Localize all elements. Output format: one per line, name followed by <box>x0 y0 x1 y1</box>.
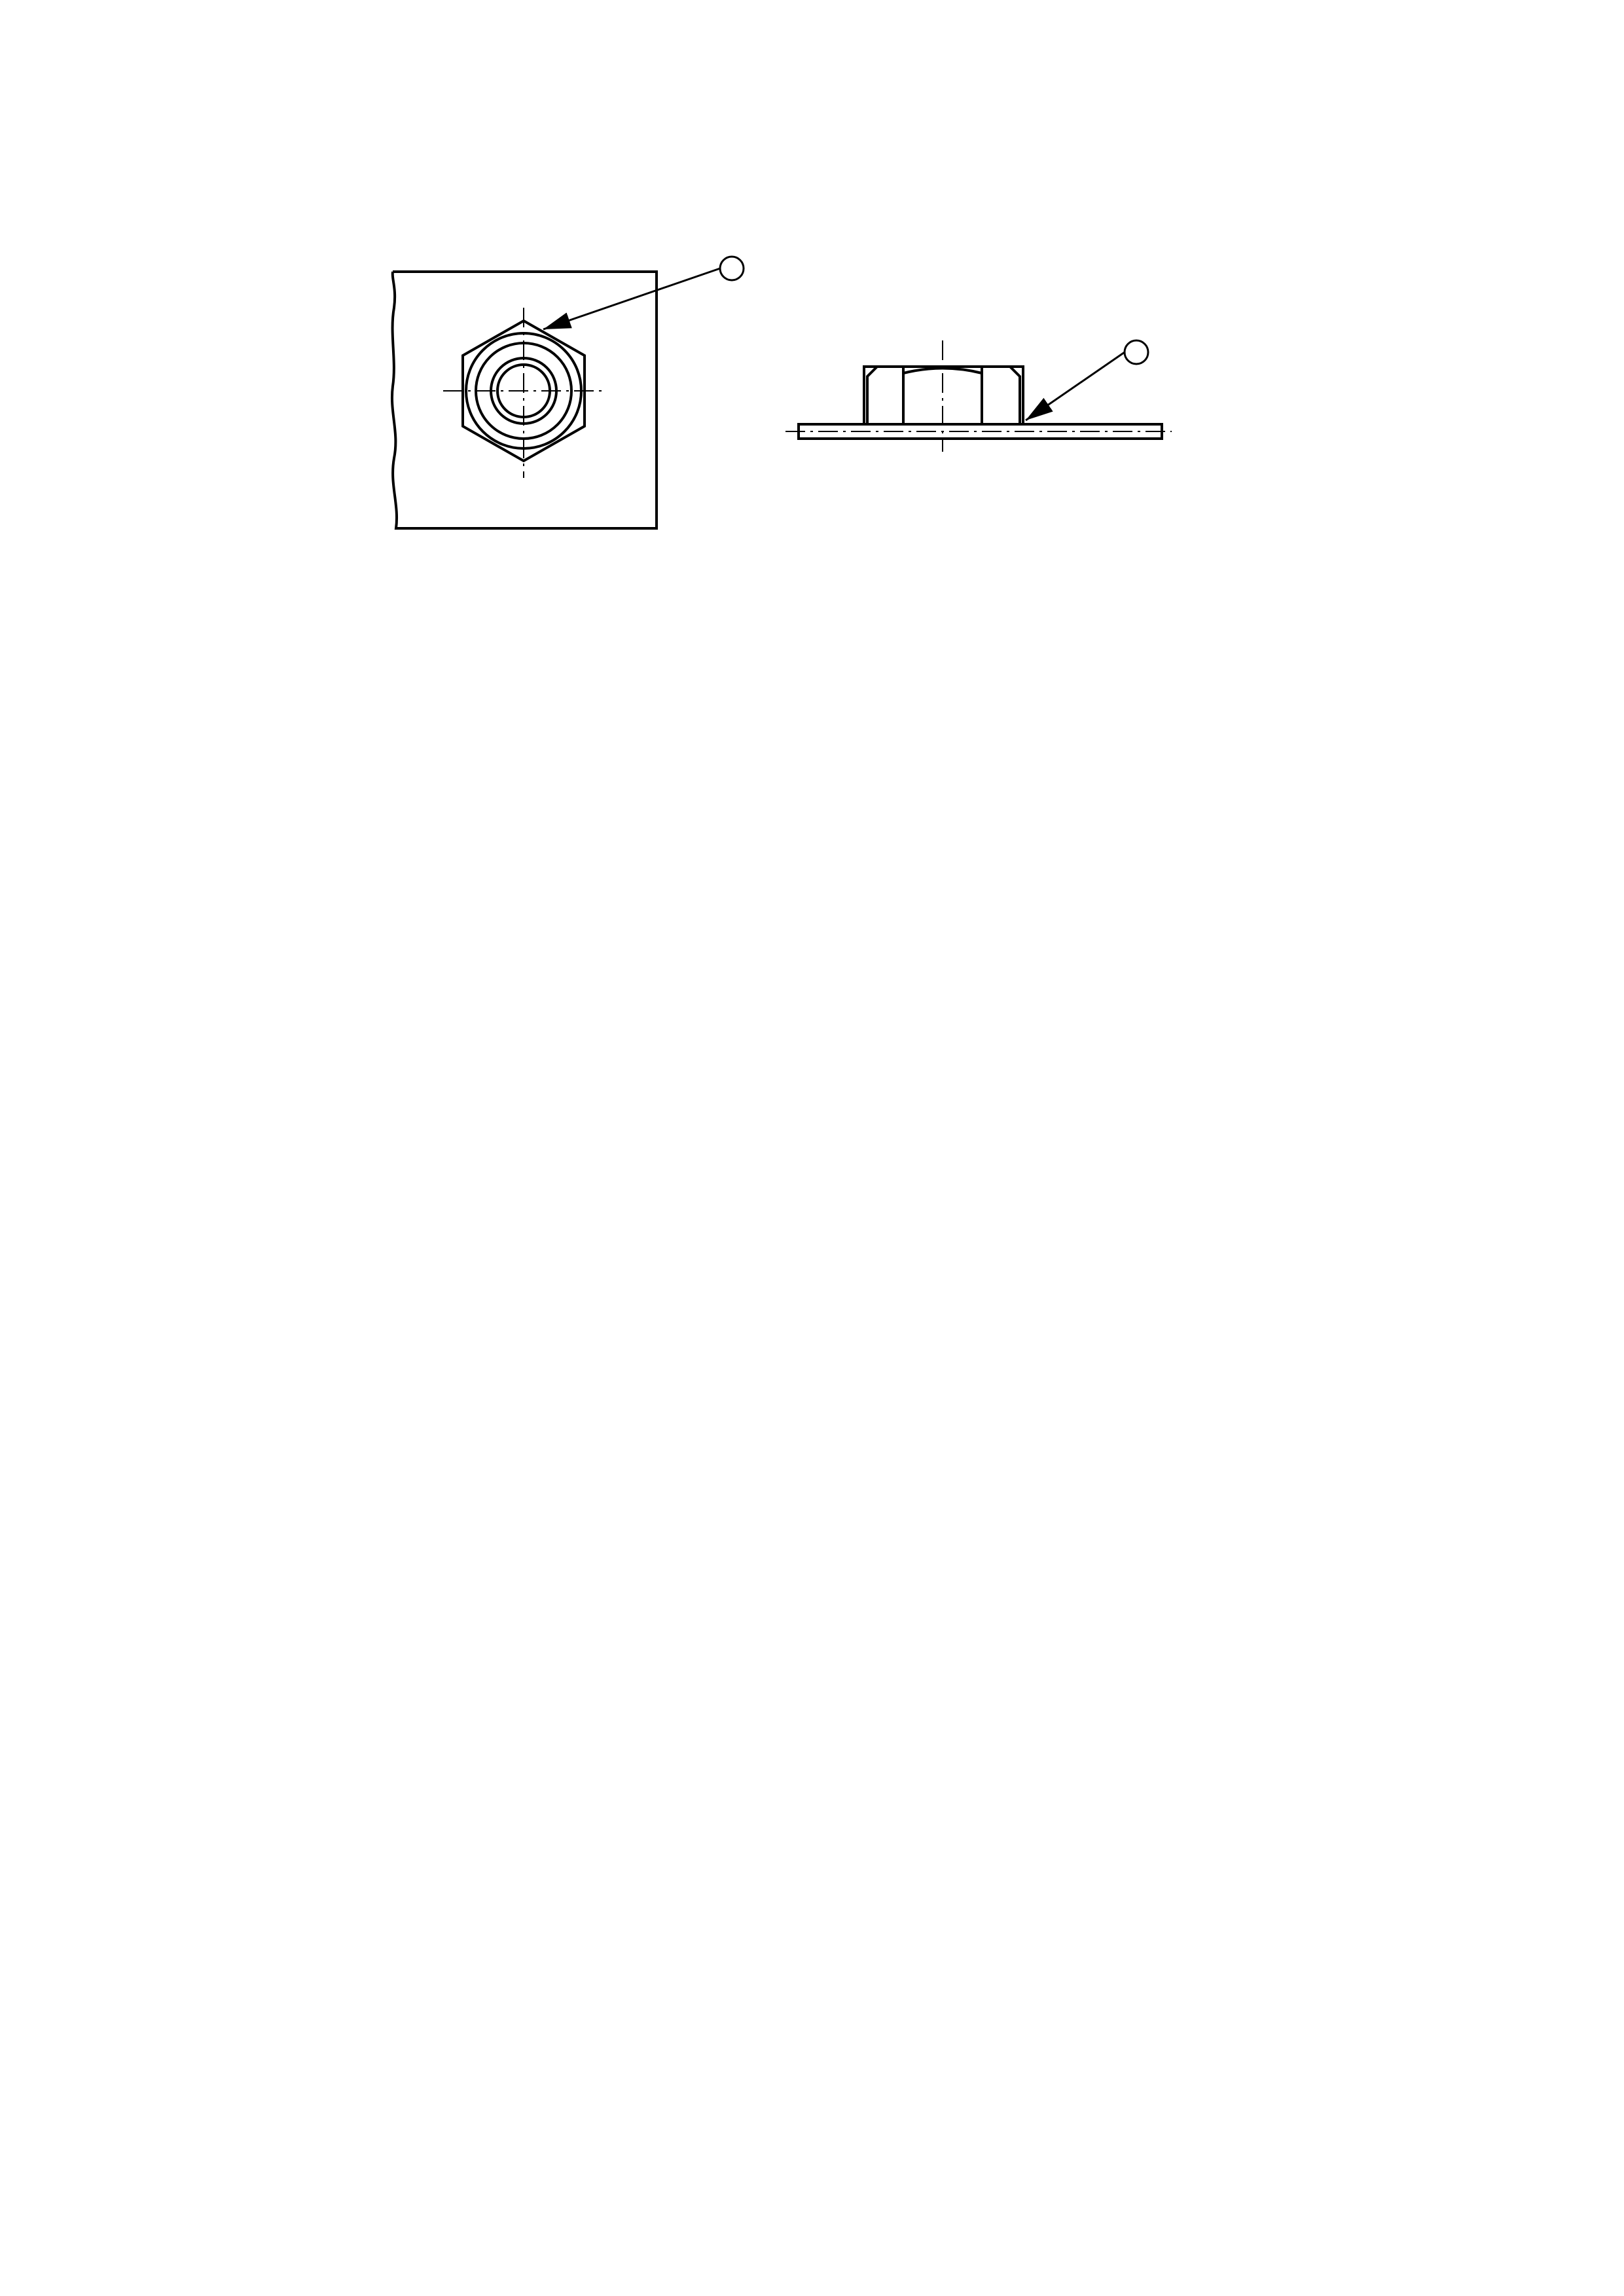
plate-with-nut-top-view <box>392 272 657 528</box>
weld-callout-circle-2 <box>1125 340 1148 364</box>
weld-callout-circle <box>720 257 744 280</box>
plate-with-nut-side-view <box>785 340 1172 452</box>
figure-2-drawing <box>353 242 1198 550</box>
